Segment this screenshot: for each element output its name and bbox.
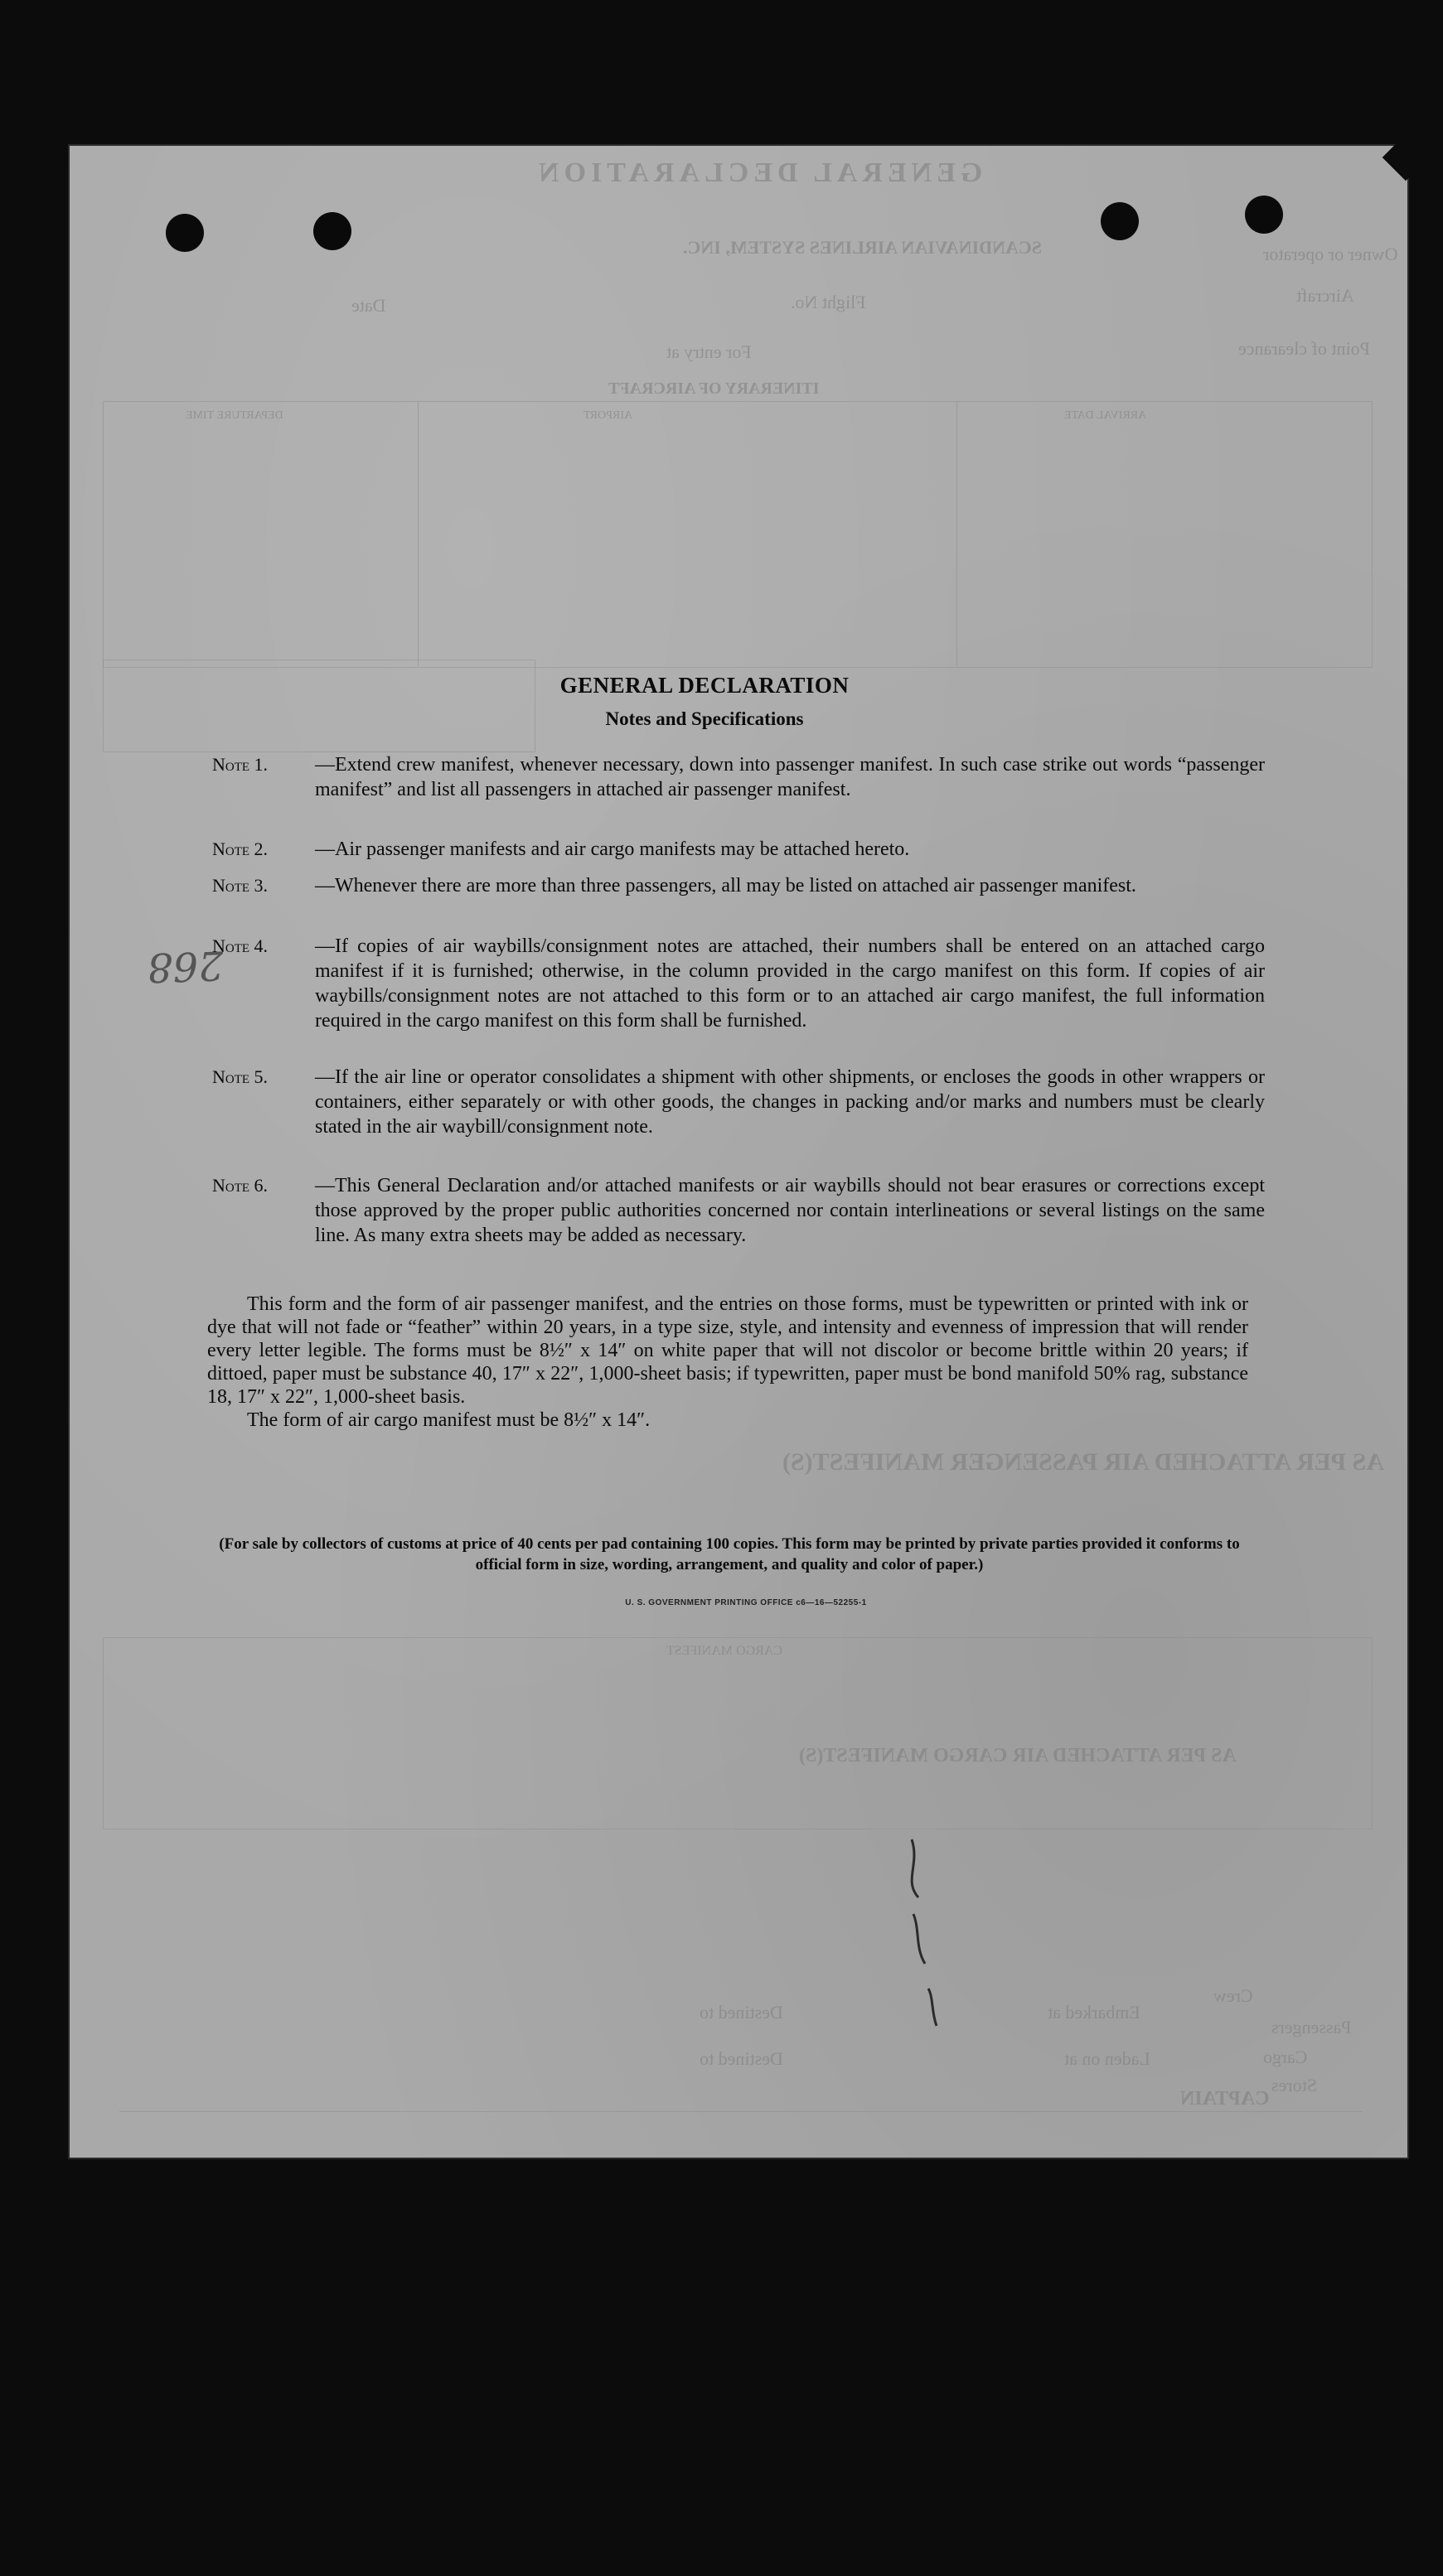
bleed-through-captain: CAPTAIN (1180, 2088, 1270, 2110)
bleed-through-passenger-manifest: AS PER ATTACHED AIR PASSENGER MANIFEST(S) (782, 1448, 1384, 1476)
bleed-through-aircraft-label: Aircraft (1296, 285, 1354, 306)
bleed-through-owner-label: Owner or operator (1263, 244, 1398, 264)
bleed-through-point-of-clearance: Point of clearance (1238, 338, 1370, 359)
note-text: —Whenever there are more than three passengers, all may be listed on attached air passenger manifest. (315, 875, 1136, 897)
note-5 (212, 1065, 1265, 1139)
bleed-through-laden-on-at: Laden on at (1064, 2048, 1150, 2069)
specification-cargo-size: The form of air cargo manifest must be 8½″ x 14″. (247, 1409, 651, 1431)
bleed-through-table-divider-2 (956, 401, 957, 666)
bleed-through-title: GENERAL DECLARATION (534, 157, 983, 188)
note-2 (212, 837, 1265, 862)
bleed-through-flight-no: Flight No. (791, 292, 866, 312)
punch-hole-right-2 (1245, 196, 1283, 234)
note-text: —If copies of air waybills/consignment notes are attached, their numbers shall be entered on an attached cargo manifest if it is furnished; otherwise, in the column provided in the cargo manifest on this form. If copies of air waybills/consignment notes are not attached to this form or to an attached air cargo manifest, the full information required in the cargo manifest on this form shall be furnished. (315, 935, 1265, 1032)
bleed-through-signature-line (119, 2111, 1363, 2112)
note-label: Note 6. (212, 1175, 269, 1196)
note-label: Note 3. (212, 875, 269, 896)
bleed-through-stores: Stores (1271, 2075, 1317, 2095)
note-label: Note 1. (212, 754, 269, 775)
bleed-through-cargo: Cargo (1263, 2047, 1308, 2067)
bleed-through-airport: AIRPORT (583, 409, 633, 422)
handwritten-margin-number: 268 (147, 941, 225, 991)
punch-hole-right-1 (1101, 202, 1139, 240)
note-6 (212, 1173, 1265, 1248)
note-text: —This General Declaration and/or attached manifests or air waybills should not bear erasures or corrections except those approved by the proper public authorities concerned nor contain interlineations or several listings on the same line. As many extra sheets may be added as necessary. (315, 1175, 1265, 1246)
bleed-through-passengers: Passengers (1271, 2017, 1352, 2037)
handwritten-marks (895, 1831, 961, 2047)
bleed-through-airline: SCANDINAVIAN AIRLINES SYSTEM, INC. (683, 237, 1042, 258)
note-4 (212, 934, 1265, 1033)
bleed-through-crew: Crew (1213, 1985, 1253, 2006)
punch-hole-left-1 (166, 214, 204, 252)
bleed-through-entry-at: For entry at (666, 341, 752, 362)
document-sheet (70, 146, 1407, 2158)
bleed-through-cargo-title: CARGO MANIFEST (666, 1644, 783, 1658)
bleed-through-embarked-at: Embarked at (1048, 2002, 1140, 2023)
note-label: Note 5. (212, 1066, 269, 1087)
punch-hole-left-2 (313, 212, 351, 250)
note-text: —If the air line or operator consolidates a shipment with other shipments, or encloses the goods in other wrappers or containers, either separately or with other goods, the changes in packing and/or marks and numbers must be clearly stated in the air waybill/consignment note. (315, 1066, 1265, 1138)
bleed-through-date: Date (351, 295, 386, 316)
printing-office-imprint: U. S. GOVERNMENT PRINTING OFFICE c6—16—52255-1 (625, 1598, 867, 1607)
bleed-through-departure-time: DEPARTURE TIME (186, 409, 283, 422)
bleed-through-itinerary-table (103, 401, 1373, 668)
note-3 (212, 873, 1265, 898)
bleed-through-cargo-table (103, 1637, 1373, 1829)
sale-notice: (For sale by collectors of customs at price of 40 cents per pad containing 100 copies. This form may be printed by private parties provided it conforms to official form in size, wording, arrangement, and quality and color of paper.) (219, 1535, 1240, 1573)
torn-corner (1382, 134, 1430, 181)
bleed-through-destined-to-2: Destined to (700, 2048, 783, 2069)
bleed-through-itinerary: ITINERARY OF AIRCRAFT (608, 379, 820, 398)
bleed-through-destined-to-1: Destined to (700, 2002, 783, 2023)
declaration-subtitle: Notes and Specifications (605, 708, 804, 729)
note-text: —Air passenger manifests and air cargo manifests may be attached hereto. (315, 839, 910, 860)
declaration-title: GENERAL DECLARATION (559, 673, 850, 698)
note-text: —Extend crew manifest, whenever necessary, down into passenger manifest. In such case strike out words “passenger manifest” and list all passengers in attached air passenger manifest. (315, 754, 1265, 800)
bleed-through-cargo-manifest: AS PER ATTACHED AIR CARGO MANIFEST(S) (799, 1745, 1237, 1766)
form-specifications (207, 1293, 1248, 1432)
note-label: Note 2. (212, 839, 269, 859)
note-1 (212, 752, 1265, 802)
bleed-through-arrival-date: ARRIVAL DATE (1064, 409, 1147, 422)
specification-paragraph: This form and the form of air passenger manifest, and the entries on those forms, must be typewritten or printed with ink or dye that will not fade or “feather” within 20 years, in a type size, style, and intensity and evenness of impression that will render every letter legible. The forms must be 8½″ x 14″ on white paper that will not discolor or become brittle within 20 years; if dittoed, paper must be substance 40, 17″ x 22″, 1,000-sheet basis; if typewritten, paper must be bond manifold 50% rag, substance 18, 17″ x 22″, 1,000-sheet basis. (207, 1293, 1248, 1408)
bleed-through-table-divider-1 (418, 401, 419, 666)
note-label: Note 4. (212, 935, 269, 956)
